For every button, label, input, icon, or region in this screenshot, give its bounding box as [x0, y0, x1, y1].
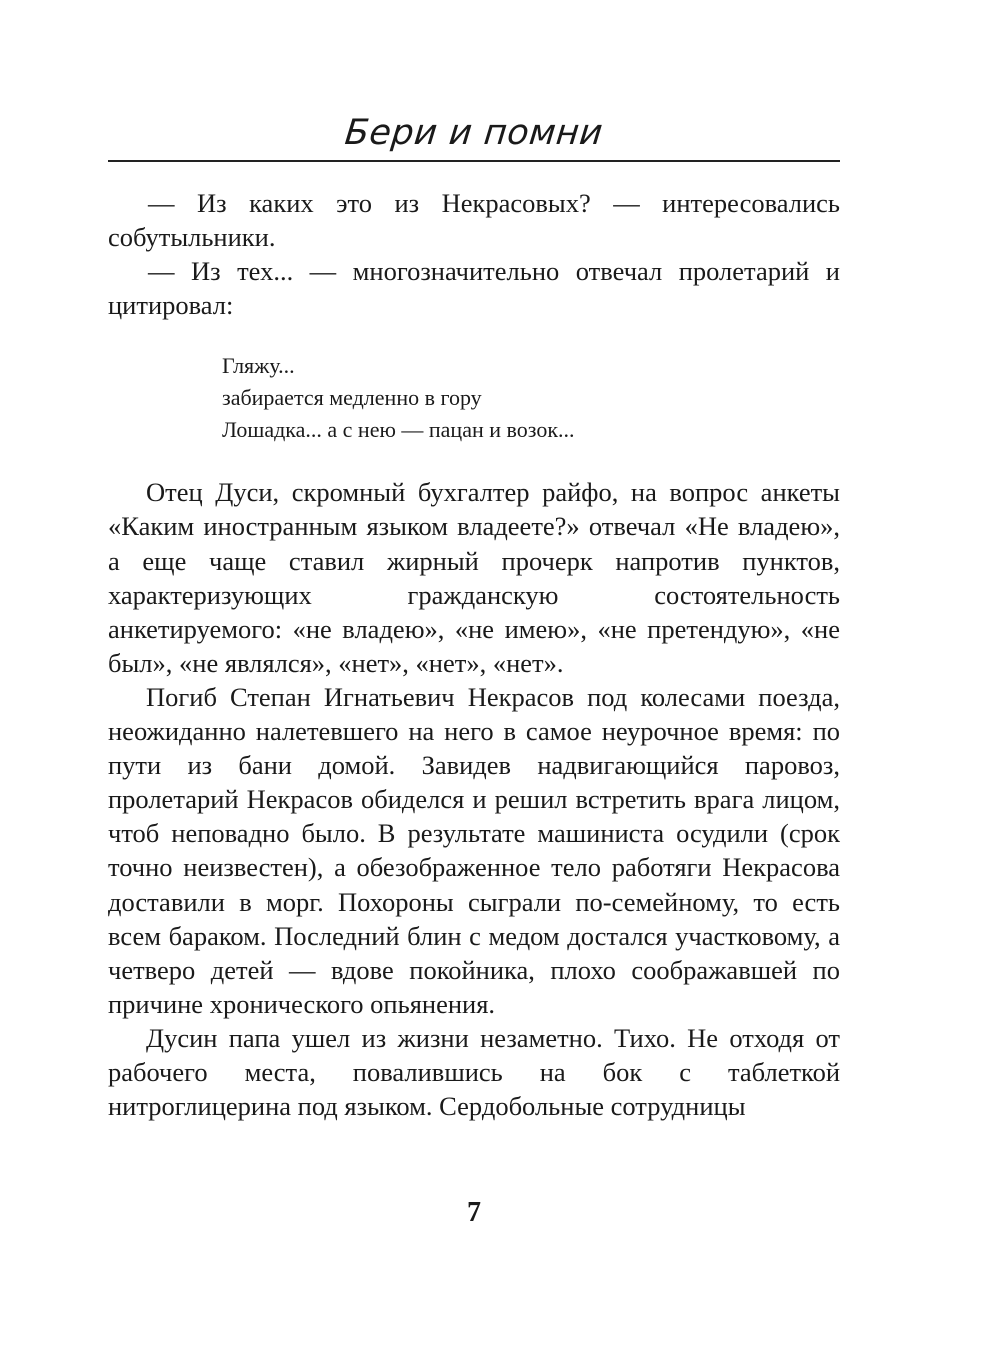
dialogue-line: — Из каких это из Некрасовых? — интересовались собутыльники. [108, 188, 840, 253]
header-rule [108, 160, 840, 162]
paragraph: Дусин папа ушел из жизни незаметно. Тихо. Не отходя от рабочего места, повалившись на бок с таблеткой нитроглицерина под языком. Сердобольные сотрудницы [108, 1022, 840, 1122]
poem-line: забирается медленно в гору [222, 385, 482, 411]
page-number: 7 [467, 1197, 481, 1228]
poem-line: Гляжу... [222, 353, 295, 379]
running-head [108, 108, 840, 158]
poem-line: Лошадка... а с нею — пацан и возок... [222, 417, 575, 443]
poem-quote [222, 350, 840, 446]
paragraph: Погиб Степан Игнатьевич Некрасов под колесами поезда, неожиданно налетевшего на него в самое неурочное время: по пути из бани домой. Завидев надвигающийся паровоз, пролетарий Некрасов обиделся и решил встретить врага лицом, чтоб неповадно было. В результате машиниста осудили (срок точно неизвестен), а обезображенное тело работяги Некрасова доставили в морг. Похороны сыграли по-семейному, то есть всем бараком. Последний блин с медом достался участковому, а четверо детей — вдове покойника, плохо соображавшей по причине хронического опьянения. [108, 681, 840, 1019]
running-title: Бери и помни [342, 113, 606, 153]
body-text [108, 186, 840, 1123]
paragraph: Отец Дуси, скромный бухгалтер райфо, на вопрос анкеты «Каким иностранным языком владеете?» отвечал «Не владею», а еще чаще ставил жирный прочерк напротив пунктов, характеризующих гражданскую состоятельность анкетируемого: «не владею», «не имею», «не претендую», «не был», «не являлся», «нет», «нет», «нет». [108, 477, 840, 678]
dialogue-line: — Из тех... — многозначительно отвечал пролетарий и цитировал: [108, 256, 840, 321]
